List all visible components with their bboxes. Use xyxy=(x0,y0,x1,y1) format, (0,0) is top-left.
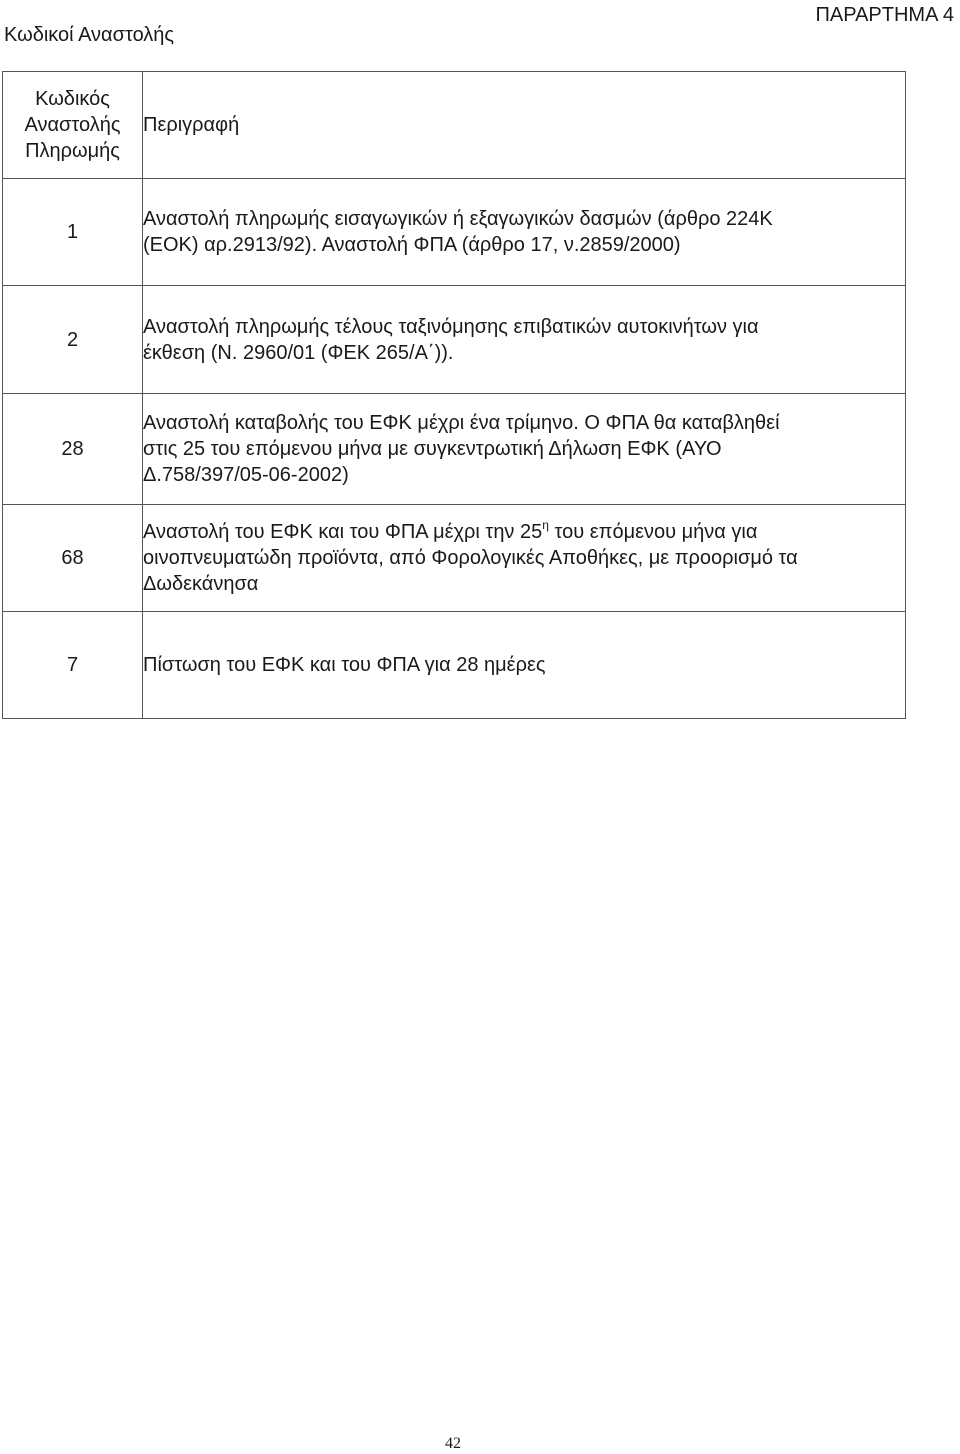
code-cell: 2 xyxy=(3,286,143,394)
code-cell: 1 xyxy=(3,179,143,286)
description-line: Αναστολή καταβολής του ΕΦΚ μέχρι ένα τρίμηνο. Ο ΦΠΑ θα καταβληθεί xyxy=(143,412,780,434)
table-row xyxy=(3,505,906,612)
code-cell: 68 xyxy=(3,505,143,612)
suspension-codes-table xyxy=(2,71,906,719)
description-line: Δ.758/397/05-06-2002) xyxy=(143,464,349,486)
description-line: έκθεση (Ν. 2960/01 (ΦΕΚ 265/Α΄)). xyxy=(143,341,454,364)
description-line-end: του επόμενου μήνα για xyxy=(548,521,758,543)
description-line: Δωδεκάνησα xyxy=(143,573,259,595)
description-line: Αναστολή του ΕΦΚ και του ΦΠΑ μέχρι την 25 xyxy=(143,521,543,543)
description-cell xyxy=(143,612,906,719)
table-row xyxy=(3,612,906,719)
description-line: Αναστολή πληρωμής τέλους ταξινόμησης επιβατικών αυτοκινήτων για xyxy=(143,315,759,338)
description-cell xyxy=(143,179,906,286)
column-header-code xyxy=(3,72,143,179)
superscript-mark: η xyxy=(542,518,549,532)
table-row xyxy=(3,179,906,286)
code-cell: 28 xyxy=(3,394,143,505)
description-cell xyxy=(143,505,906,612)
description-line: στις 25 του επόμενου μήνα με συγκεντρωτική Δήλωση ΕΦΚ (ΑΥΟ xyxy=(143,438,722,460)
table-row xyxy=(3,394,906,505)
description-line: οινοπνευματώδη προϊόντα, από Φορολογικές Αποθήκες, με προορισμό τα xyxy=(143,547,798,569)
column-header-code-line: Αναστολής xyxy=(24,114,121,136)
description-line: Αναστολή πληρωμής εισαγωγικών ή εξαγωγικών δασμών (άρθρο 224Κ xyxy=(143,208,773,230)
description-line: (ΕΟΚ) αρ.2913/92). Αναστολή ΦΠΑ (άρθρο 17, ν.2859/2000) xyxy=(143,234,681,256)
column-header-description: Περιγραφή xyxy=(143,72,906,179)
page-number: 42 xyxy=(445,1435,461,1452)
column-header-code-line: Κωδικός xyxy=(35,88,110,110)
document-title: Κωδικοί Αναστολής xyxy=(4,24,175,46)
table-header-row xyxy=(3,72,906,179)
description-cell xyxy=(143,286,906,394)
table-row xyxy=(3,286,906,394)
annex-label: ΠΑΡΑΡΤΗΜΑ 4 xyxy=(815,4,954,26)
description-line: Πίστωση του ΕΦΚ και του ΦΠΑ για 28 ημέρες xyxy=(143,654,546,676)
column-header-code-line: Πληρωμής xyxy=(25,140,120,162)
description-cell xyxy=(143,394,906,505)
code-cell: 7 xyxy=(3,612,143,719)
